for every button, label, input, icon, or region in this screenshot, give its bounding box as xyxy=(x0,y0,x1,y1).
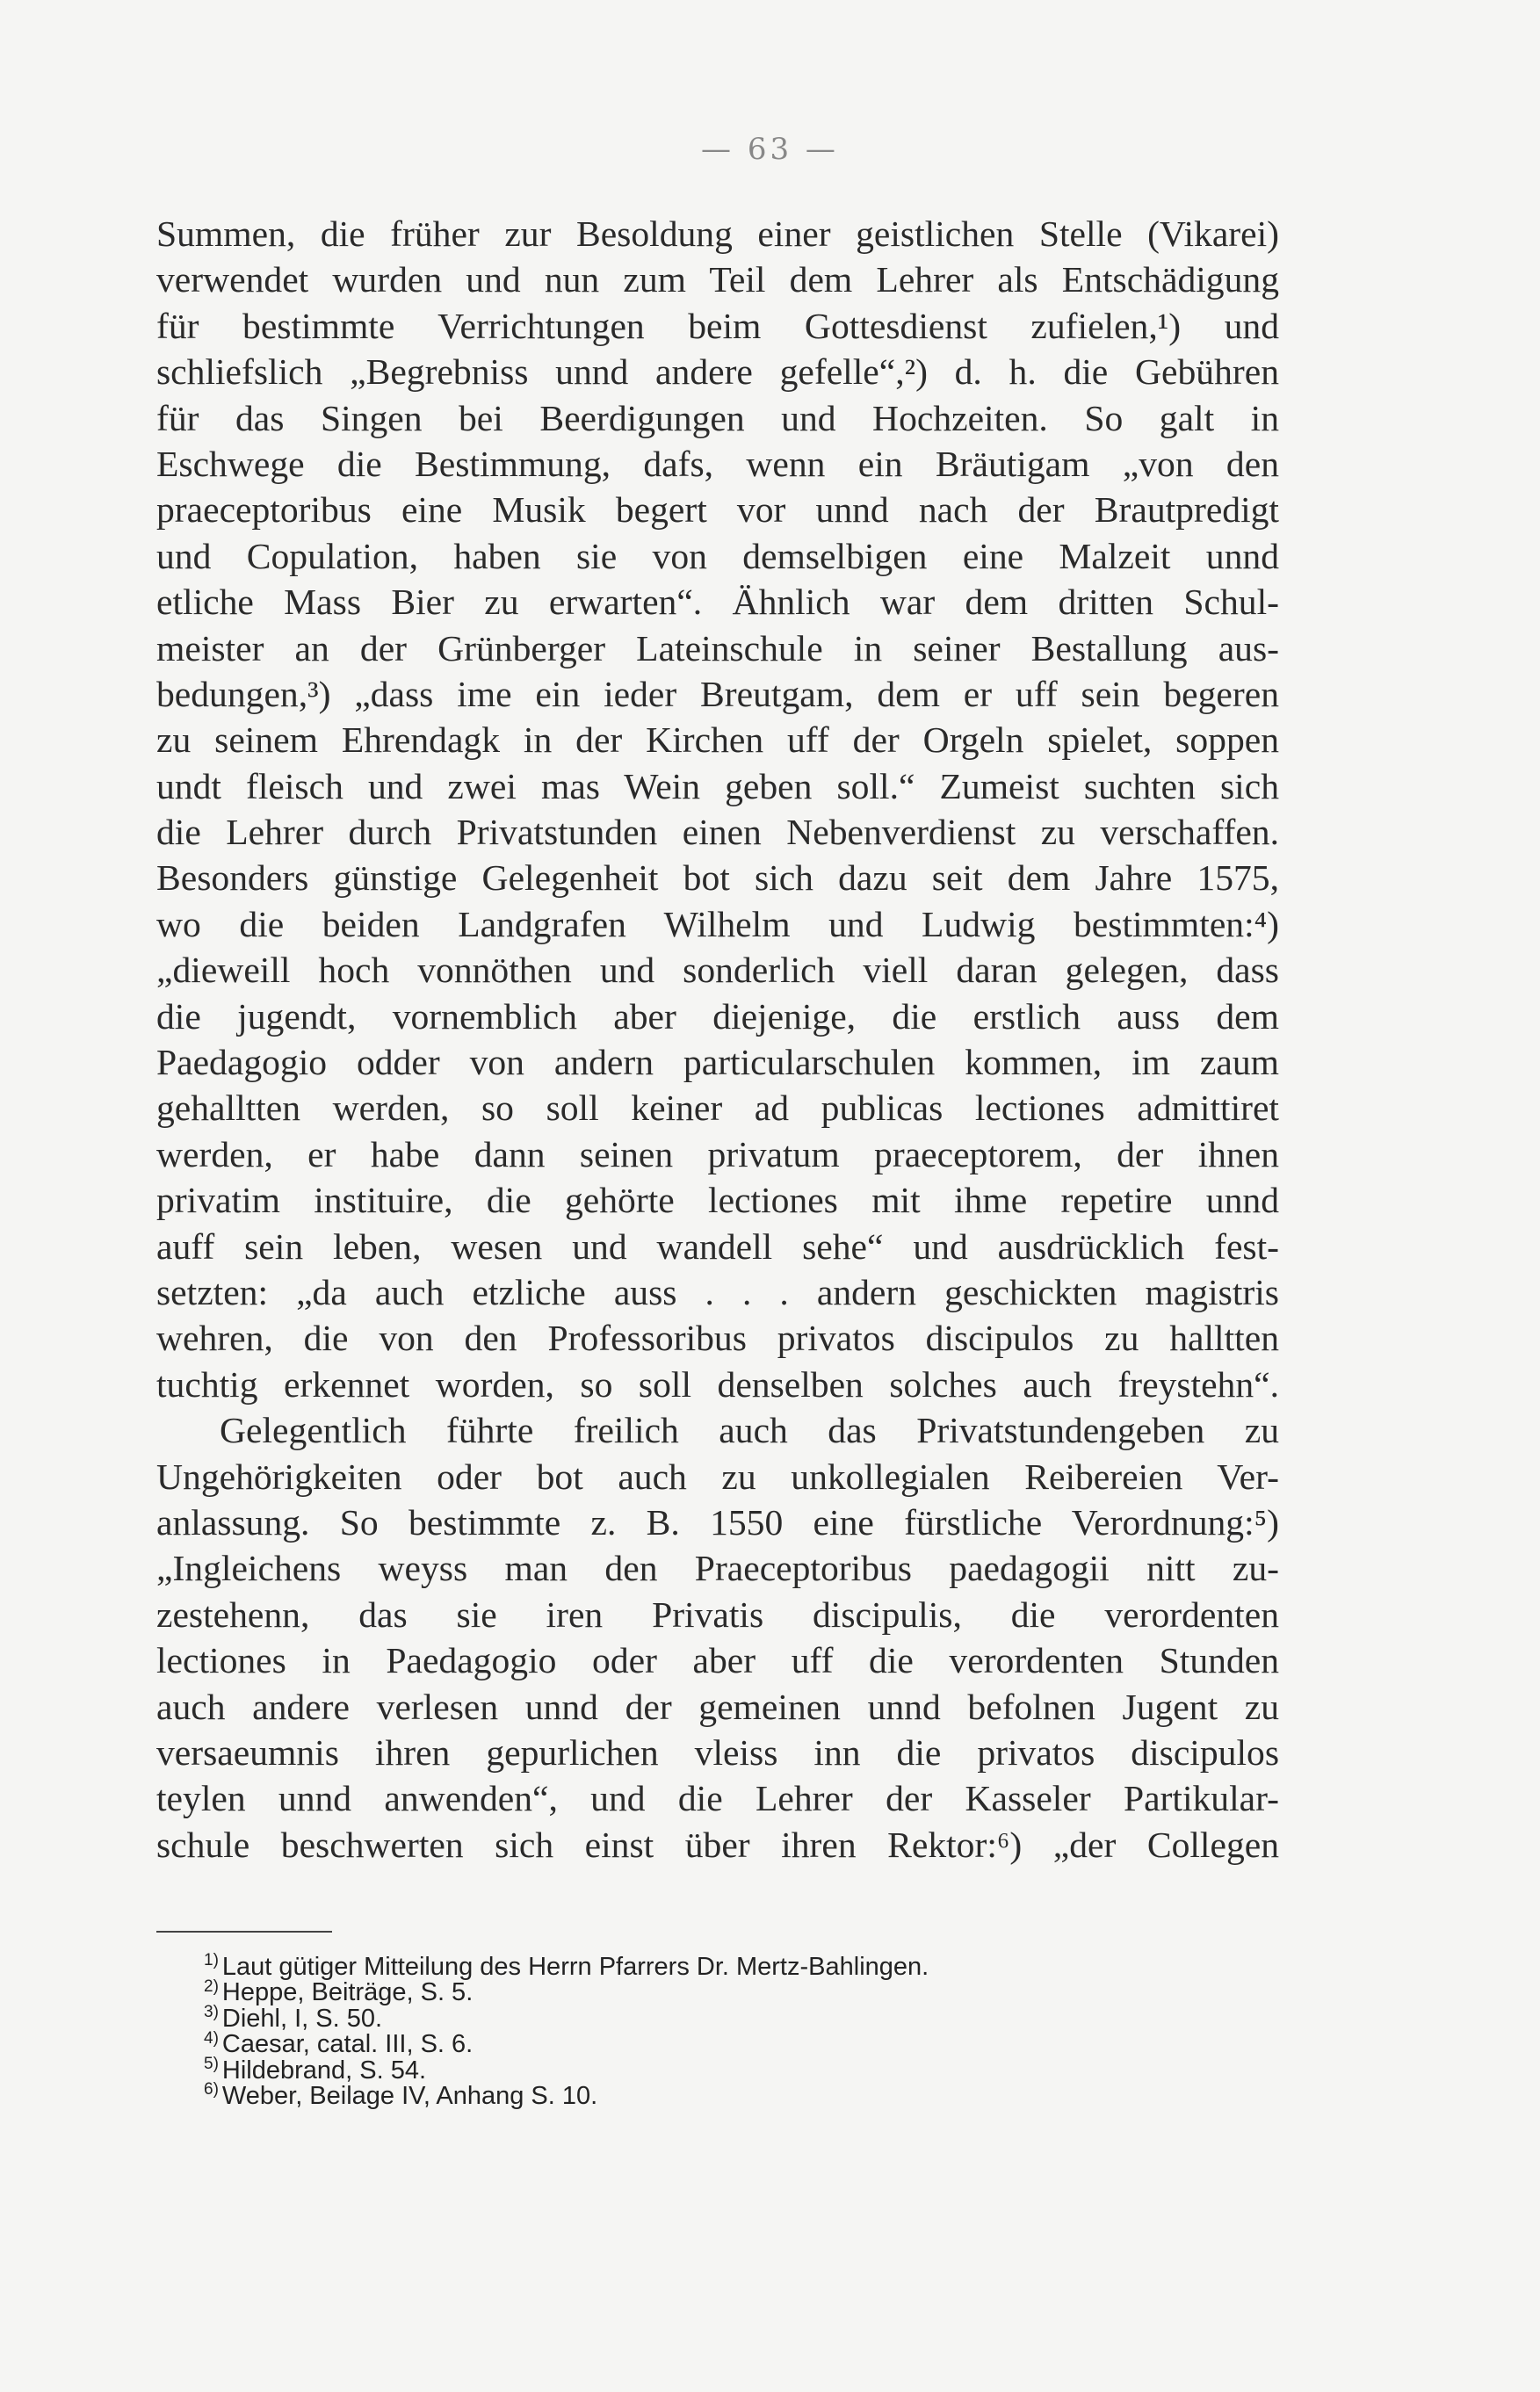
text-line: Paedagogio odder von andern particularschulen kommen, im zaum xyxy=(156,1042,1279,1083)
text-line: „dieweill hoch vonnöthen und sonderlich viell daran gelegen, dass xyxy=(156,950,1279,991)
text-line: undt fleisch und zwei mas Wein geben soll.“ Zumeist suchten sich xyxy=(156,765,1279,806)
text-line: die jugendt, vornemblich aber diejenige, die erstlich auss dem xyxy=(156,995,1279,1037)
footnote-item xyxy=(204,2054,1258,2085)
text-line: gehalltten werden, so soll keiner ad publicas lectiones admittiret xyxy=(156,1088,1279,1129)
text-line: Summen, die früher zur Besoldung einer geistlichen Stelle (Vikarei) xyxy=(156,213,1279,254)
footnote-mark: 4) xyxy=(204,2028,219,2048)
text-line: Besonders günstige Gelegenheit bot sich dazu seit dem Jahre 1575, xyxy=(156,857,1279,899)
footnote-item xyxy=(204,2080,1258,2111)
text-line: lectiones in Paedagogio oder aber uff die verordenten Stunden xyxy=(156,1640,1279,1681)
text-line: tuchtig erkennet worden, so soll denselben solches auch freystehn“. xyxy=(156,1363,1279,1405)
text-line: etliche Mass Bier zu erwarten“. Ähnlich war dem dritten Schul- xyxy=(156,582,1279,623)
body-text xyxy=(156,211,1279,1868)
text-line: privatim instituire, die gehörte lectiones mit ihme repetire unnd xyxy=(156,1180,1279,1221)
footnote-item xyxy=(204,1976,1258,2007)
text-line: wo die beiden Landgrafen Wilhelm und Ludwig bestimmten:⁴) xyxy=(156,903,1279,944)
footnote-text: Weber, Beilage IV, Anhang S. 10. xyxy=(221,2082,598,2111)
footnote-mark: 5) xyxy=(204,2054,219,2073)
text-line: Eschwege die Bestimmung, dafs, wenn ein Bräutigam „von den xyxy=(156,443,1279,484)
text-line: teylen unnd anwenden“, und die Lehrer der Kasseler Partikular- xyxy=(156,1778,1279,1819)
text-line: schliefslich „Begrebniss unnd andere gefelle“,²) d. h. die Gebühren xyxy=(156,351,1279,393)
text-line: und Copulation, haben sie von demselbigen eine Malzeit unnd xyxy=(156,535,1279,576)
page-number: — 63 — xyxy=(701,132,839,167)
footnote-item xyxy=(204,2028,1258,2059)
footnote-divider xyxy=(156,1931,332,1933)
footnote-text: Laut gütiger Mitteilung des Herrn Pfarrers Dr. Mertz-Bahlingen. xyxy=(221,1953,929,1981)
text-line: verwendet wurden und nun zum Teil dem Lehrer als Entschädigung xyxy=(156,259,1279,300)
text-line: wehren, die von den Professoribus privatos discipulos zu halltten xyxy=(156,1318,1279,1359)
text-line: Ungehörigkeiten oder bot auch zu unkollegialen Reibereien Ver- xyxy=(156,1456,1279,1497)
text-line: zu seinem Ehrendagk in der Kirchen uff der Orgeln spielet, soppen xyxy=(156,719,1279,761)
footnotes xyxy=(204,1951,1258,2111)
footnote-item xyxy=(204,1951,1258,1981)
text-line: für bestimmte Verrichtungen beim Gottesdienst zufielen,¹) und xyxy=(156,305,1279,346)
text-line: meister an der Grünberger Lateinschule in seiner Bestallung aus- xyxy=(156,627,1279,668)
text-line: die Lehrer durch Privatstunden einen Nebenverdienst zu verschaffen. xyxy=(156,812,1279,853)
footnote-text: Diehl, I, S. 50. xyxy=(221,2004,383,2033)
footnote-mark: 6) xyxy=(204,2080,219,2099)
text-line: praeceptoribus eine Musik begert vor unnd nach der Brautpredigt xyxy=(156,489,1279,531)
footnote-text: Heppe, Beiträge, S. 5. xyxy=(221,1978,474,2007)
footnote-mark: 2) xyxy=(204,1976,219,1996)
text-line: „Ingleichens weyss man den Praeceptoribus paedagogii nitt zu- xyxy=(156,1548,1279,1589)
text-line: auff sein leben, wesen und wandell sehe“ und ausdrücklich fest- xyxy=(156,1225,1279,1267)
footnote-item xyxy=(204,2003,1258,2033)
footnote-mark: 3) xyxy=(204,2003,219,2022)
text-line: setzten: „da auch etzliche auss . . . andern geschickten magistris xyxy=(156,1271,1279,1312)
text-line: versaeumnis ihren gepurlichen vleiss inn die privatos discipulos xyxy=(156,1731,1279,1773)
text-line: werden, er habe dann seinen privatum praeceptorem, der ihnen xyxy=(156,1133,1279,1174)
footnote-mark: 1) xyxy=(204,1951,219,1970)
paragraph-start-line: Gelegentlich führte freilich auch das Privatstundengeben zu xyxy=(220,1410,1279,1451)
text-line: anlassung. So bestimmte z. B. 1550 eine fürstliche Verordnung:⁵) xyxy=(156,1501,1279,1543)
footnote-text: Caesar, catal. III, S. 6. xyxy=(221,2030,474,2059)
text-line: schule beschwerten sich einst über ihren Rektor:⁶) „der Collegen xyxy=(156,1824,1279,1865)
text-line: auch andere verlesen unnd der gemeinen unnd befolnen Jugent zu xyxy=(156,1686,1279,1727)
text-line: für das Singen bei Beerdigungen und Hochzeiten. So galt in xyxy=(156,397,1279,438)
text-line: bedungen,³) „dass ime ein ieder Breutgam, dem er uff sein begeren xyxy=(156,673,1279,714)
footnote-text: Hildebrand, S. 54. xyxy=(221,2056,427,2085)
text-line: zestehenn, das sie iren Privatis discipulis, die verordenten xyxy=(156,1593,1279,1635)
